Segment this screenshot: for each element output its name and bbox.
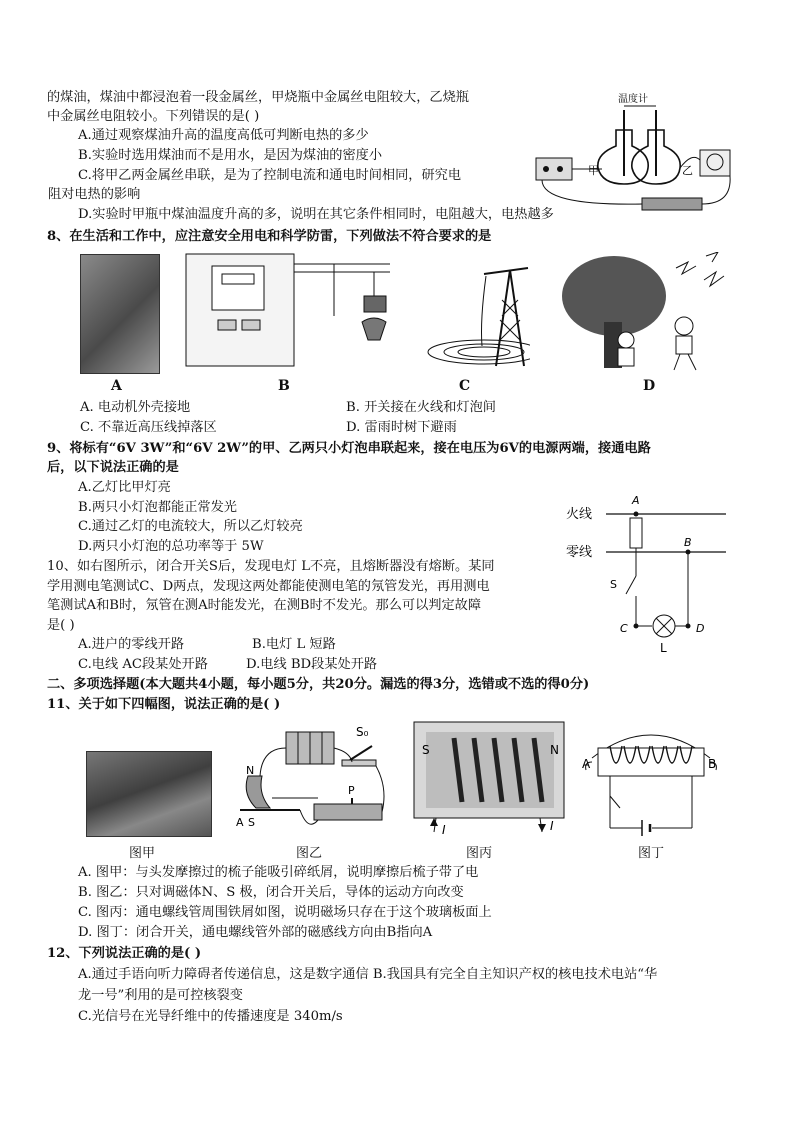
point-d-label: D <box>696 622 705 635</box>
point-b-label: B <box>684 536 692 549</box>
q11-option-a: A. 图甲：与头发摩擦过的梳子能吸引碎纸屑，说明摩擦后梳子带了电 <box>78 865 479 880</box>
section-2-heading: 二、多项选择题(本大题共4小题，每小题5分，共20分。漏选的得3分，选错或不选的得0分) <box>47 677 590 692</box>
q8-figure-b-wiring <box>184 252 392 370</box>
q11-option-d: D. 图丁：闭合开关，通电螺线管外部的磁感线方向由B指向A <box>78 925 433 940</box>
switch-s0-label: S₀ <box>356 725 369 739</box>
q7-stem-line1: 的煤油，煤油中都浸泡着一段金属丝，甲烧瓶中金属丝电阻较大，乙烧瓶 <box>47 90 469 105</box>
solenoid-n-label: N <box>550 743 559 757</box>
q10-option-c: C.电线 AC段某处开路 <box>78 657 208 672</box>
switch-s <box>626 576 636 594</box>
solenoid-s-label: S <box>422 743 430 757</box>
rod-a-label: A <box>236 816 244 829</box>
q8-figure-d-tree-lightning <box>556 252 736 376</box>
q7-option-a: A.通过观察煤油升高的温度高低可判断电热的多少 <box>78 128 369 143</box>
current-i-right-label: I <box>550 819 554 833</box>
q8-label-a: A <box>111 378 122 394</box>
rheostat <box>642 198 702 210</box>
fuse <box>630 518 642 548</box>
q11-option-b: B. 图乙：只对调磁体N、S 极，闭合开关后，导体的运动方向改变 <box>78 885 464 900</box>
q9-stem-line2: 后，以下说法正确的是 <box>47 460 179 475</box>
q11-caption-ding: 图丁 <box>638 846 665 861</box>
q10-stem-line1: 10、如右图所示，闭合开关S后，发现电灯 L不亮，且熔断器没有熔断。某同 <box>47 559 495 574</box>
live-wire-label: 火线 <box>566 507 593 522</box>
lightning-icon <box>676 262 696 274</box>
q9-option-a: A.乙灯比甲灯亮 <box>78 480 171 495</box>
q7-option-c-cont: 阻对电热的影响 <box>48 187 141 202</box>
q7-option-d: D.实验时甲瓶中煤油温度升高的多，说明在其它条件相同时，电阻越大，电热越多 <box>78 207 554 222</box>
q8-figure-c-high-voltage-tower <box>410 260 530 376</box>
switch-icon <box>610 796 620 808</box>
neutral-wire-label: 零线 <box>566 545 593 560</box>
point-c-label: C <box>620 622 628 635</box>
person-icon <box>675 317 693 335</box>
q11-figure-bing-iron-filings <box>412 720 568 838</box>
q12-stem: 12、下列说法正确的是( ) <box>47 946 202 961</box>
q7-option-c: C.将甲乙两金属丝串联，是为了控制电流和通电时间相同，研究电 <box>78 168 462 183</box>
magnet-n-label: N <box>246 764 255 777</box>
q8-photo-a-motor <box>80 254 160 374</box>
q8-label-b: B <box>278 378 290 394</box>
q11-figure-yi-motor-experiment <box>222 718 398 836</box>
electric-meter <box>212 266 264 310</box>
q9-option-b: B.两只小灯泡都能正常发光 <box>78 500 237 515</box>
power-supply <box>536 158 572 180</box>
q11-caption-yi: 图乙 <box>296 846 323 861</box>
q12-option-b-cont: 龙一号”利用的是可控核裂变 <box>78 988 243 1003</box>
q11-caption-jia: 图甲 <box>129 846 156 861</box>
q10-stem-line3: 笔测试A和B时，氖管在测A时能发光，在测B时不发光。那么可以判定故障 <box>47 598 482 613</box>
q10-option-a: A.进户的零线开路 <box>78 637 185 652</box>
q10-stem-line2: 学用测电笔测试C、D两点，发现这两处都能使测电笔的氖管发光，再用测电 <box>47 579 490 594</box>
q11-figure-ding-solenoid <box>576 718 726 836</box>
slider-p-label: P <box>348 784 355 797</box>
q7-stem-line2: 中金属丝电阻较小。下列错误的是( ) <box>47 109 260 124</box>
q8-label-d: D <box>643 378 656 394</box>
q10-option-b: B.电灯 L 短路 <box>252 637 336 652</box>
rheostat <box>314 804 382 820</box>
current-i-left-label: I <box>442 823 446 837</box>
switch-s-label: S <box>610 578 617 591</box>
q11-caption-bing: 图丙 <box>466 846 493 861</box>
flask-yi-label: 乙 <box>682 164 693 177</box>
lamp-l-label: L <box>660 641 667 655</box>
solenoid-a-label: A <box>582 757 591 771</box>
q8-option-d: D. 雷雨时树下避雨 <box>346 420 457 435</box>
flask-jia-label: 甲 <box>588 164 599 177</box>
q8-option-a: A. 电动机外壳接地 <box>80 400 191 415</box>
q7-apparatus-figure <box>532 88 748 226</box>
q8-label-c: C <box>459 378 471 394</box>
horseshoe-magnet <box>246 776 270 808</box>
q8-stem: 8、在生活和工作中，应注意安全用电和科学防雷，下列做法不符合要求的是 <box>47 229 492 244</box>
q8-option-c: C. 不靠近高压线掉落区 <box>80 420 217 435</box>
switch-s0 <box>350 746 372 760</box>
q11-stem: 11、关于如下四幅图，说法正确的是( ) <box>47 697 281 712</box>
q11-option-c: C. 图丙：通电螺线管周围铁屑如图，说明磁场只存在于这个玻璃板面上 <box>78 905 492 920</box>
solenoid-b-label: B <box>708 757 717 771</box>
q9-option-d: D.两只小灯泡的总功率等于 5W <box>78 539 264 554</box>
thermometer-label: 温度计 <box>618 94 648 105</box>
q10-stem-line4: 是( ) <box>47 618 75 633</box>
q9-stem-line1: 9、将标有“6V 3W”和“6V 2W”的甲、乙两只小灯泡串联起来，接在电压为6V的电源两端，接通电路 <box>47 441 651 456</box>
q12-option-c: C.光信号在光导纤维中的传播速度是 340m/s <box>78 1009 343 1024</box>
q11-photo-jia-comb <box>86 751 212 837</box>
q12-option-ab: A.通过手语向听力障碍者传递信息，这是数字通信 B.我国具有完全自主知识产权的核电技术电站“华 <box>78 967 658 982</box>
q7-option-b: B.实验时选用煤油而不是用水，是因为煤油的密度小 <box>78 148 383 163</box>
q9-option-c: C.通过乙灯的电流较大，所以乙灯较亮 <box>78 519 303 534</box>
q10-option-d: D.电线 BD段某处开路 <box>246 657 378 672</box>
q10-circuit-figure <box>560 488 730 658</box>
point-a-label: A <box>632 494 640 507</box>
magnet-s-label: S <box>248 816 255 829</box>
q8-option-b: B. 开关接在火线和灯泡间 <box>346 400 496 415</box>
